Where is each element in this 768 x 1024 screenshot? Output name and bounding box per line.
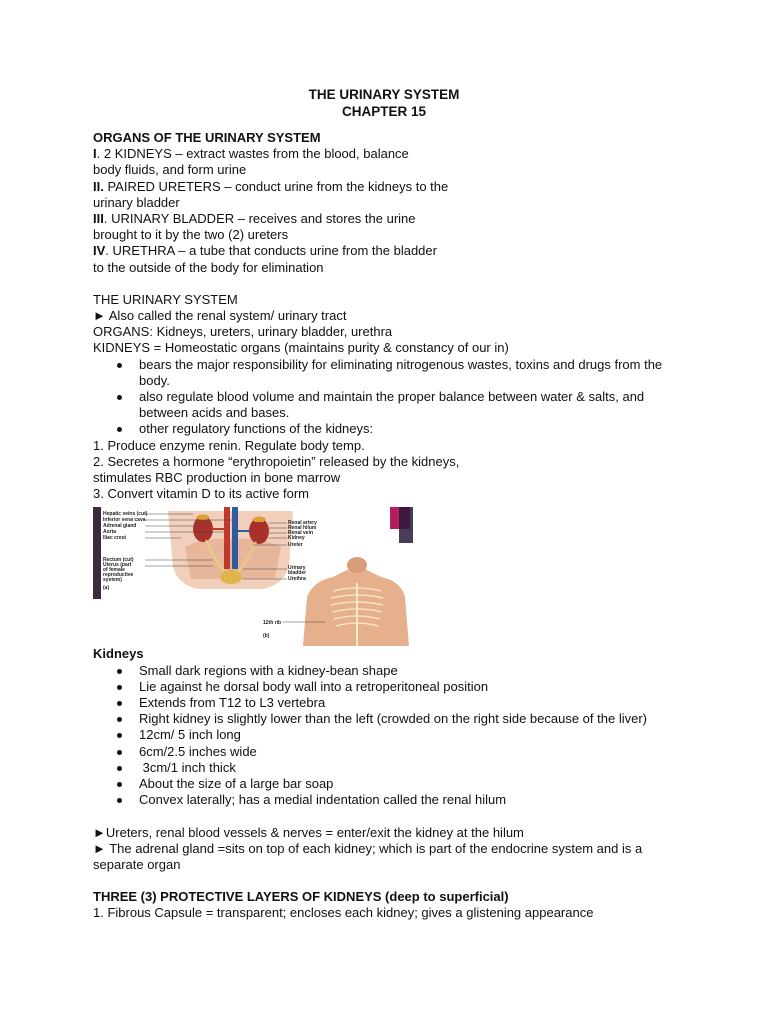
system-bullet-list: [93, 357, 678, 438]
list-item: Lie against he dorsal body wall into a retroperitoneal position: [93, 679, 678, 695]
numbered-item-2: 2. Secretes a hormone “erythropoietin” released by the kidneys,: [93, 453, 460, 469]
organ-item-4-cont: to the outside of the body for elimination: [93, 259, 324, 275]
kidneys-heading: Kidneys: [93, 646, 144, 662]
list-item: Right kidney is slightly lower than the left (crowded on the right side because of the liver): [93, 711, 678, 727]
numbered-item-3: 3. Convert vitamin D to its active form: [93, 486, 310, 502]
label-b: (b): [263, 633, 270, 640]
label-iliac-crest: Iliac crest: [103, 535, 127, 542]
organ-item-2: II. PAIRED URETERS – conduct urine from the kidneys to the: [93, 178, 449, 194]
label-adrenal-gland: Adrenal gland: [103, 523, 137, 530]
document-content: [93, 86, 678, 922]
label-bladder: bladder: [288, 570, 307, 577]
label-uterus-4: system): [103, 577, 122, 584]
label-ureter: Ureter: [288, 542, 303, 549]
label-renal-hilum: Renal hilum: [288, 525, 317, 532]
urinary-anatomy-illustration: [93, 507, 418, 646]
chapter-subtitle: CHAPTER 15: [341, 104, 427, 119]
label-urinary: Urinary: [288, 565, 306, 572]
label-renal-vein: Renal vein: [288, 530, 314, 537]
organ-item-4: IV. URETHRA – a tube that conducts urine from the bladder: [93, 243, 437, 259]
kidneys-bullet-list: [93, 663, 678, 809]
numbered-item-2-cont: stimulates RBC production in bone marrow: [93, 470, 341, 486]
label-hepatic-veins: Hepatic veins (cut): [103, 511, 148, 518]
hilum-note: ►Ureters, renal blood vessels & nerves = enter/exit the kidney at the hilum: [93, 824, 524, 840]
list-item: 12cm/ 5 inch long: [93, 727, 678, 743]
system-also: ► Also called the renal system/ urinary tract: [93, 308, 347, 324]
organ-item-2-cont: urinary bladder: [93, 194, 180, 210]
label-kidney: Kidney: [288, 535, 305, 542]
list-item: also regulate blood volume and maintain the proper balance between water & salts, and between acids and bases.: [93, 389, 678, 421]
label-aorta: Aorta: [103, 529, 117, 536]
organ-item-3: III. URINARY BLADDER – receives and stores the urine: [93, 211, 416, 227]
label-12th-rib: 12th rib: [263, 620, 282, 627]
organ-item-3-cont: brought to it by the two (2) ureters: [93, 227, 289, 243]
list-item: 6cm/2.5 inches wide: [93, 744, 678, 760]
list-item: Convex laterally; has a medial indentation called the renal hilum: [93, 792, 678, 808]
label-rectum: Rectum (cut): [103, 557, 134, 564]
organ-item-1-cont: body fluids, and form urine: [93, 162, 247, 178]
layers-heading: THREE (3) PROTECTIVE LAYERS OF KIDNEYS (deep to superficial): [93, 889, 509, 905]
system-organs: ORGANS: Kidneys, ureters, urinary bladder, urethra: [93, 324, 393, 340]
layer-item-1: 1. Fibrous Capsule = transparent; encloses each kidney; gives a glistening appearance: [93, 905, 594, 921]
adrenal-note: ► The adrenal gland =sits on top of each kidney; which is part of the endocrine system and is a separate organ: [93, 840, 643, 872]
label-renal-artery: Renal artery: [288, 520, 317, 527]
list-item: 3cm/1 inch thick: [93, 760, 678, 776]
urinary-system-figure: [93, 507, 418, 646]
label-uterus-3: reproductive: [103, 572, 134, 579]
system-kidneys: KIDNEYS = Homeostatic organs (maintains purity & constancy of our in): [93, 340, 509, 356]
list-item: bears the major responsibility for eliminating nitrogenous wastes, toxins and drugs from the body.: [93, 357, 678, 389]
list-item: About the size of a large bar soap: [93, 776, 678, 792]
label-urethra: Urethra: [288, 576, 306, 583]
label-uterus-2: of female: [103, 567, 125, 574]
organ-item-1: I. 2 KIDNEYS – extract wastes from the blood, balance: [93, 146, 409, 162]
numbered-item-1: 1. Produce enzyme renin. Regulate body temp.: [93, 437, 365, 453]
organs-heading: ORGANS OF THE URINARY SYSTEM: [93, 130, 321, 145]
list-item: Small dark regions with a kidney-bean shape: [93, 663, 678, 679]
system-heading: THE URINARY SYSTEM: [93, 291, 238, 307]
page-title: THE URINARY SYSTEM: [308, 87, 460, 102]
label-uterus-1: Uterus (part: [103, 562, 132, 569]
label-a: (a): [103, 585, 110, 592]
list-item: Extends from T12 to L3 vertebra: [93, 695, 678, 711]
label-vena-cava: Inferior vena cava: [103, 517, 146, 524]
list-item: other regulatory functions of the kidneys:: [93, 421, 678, 437]
